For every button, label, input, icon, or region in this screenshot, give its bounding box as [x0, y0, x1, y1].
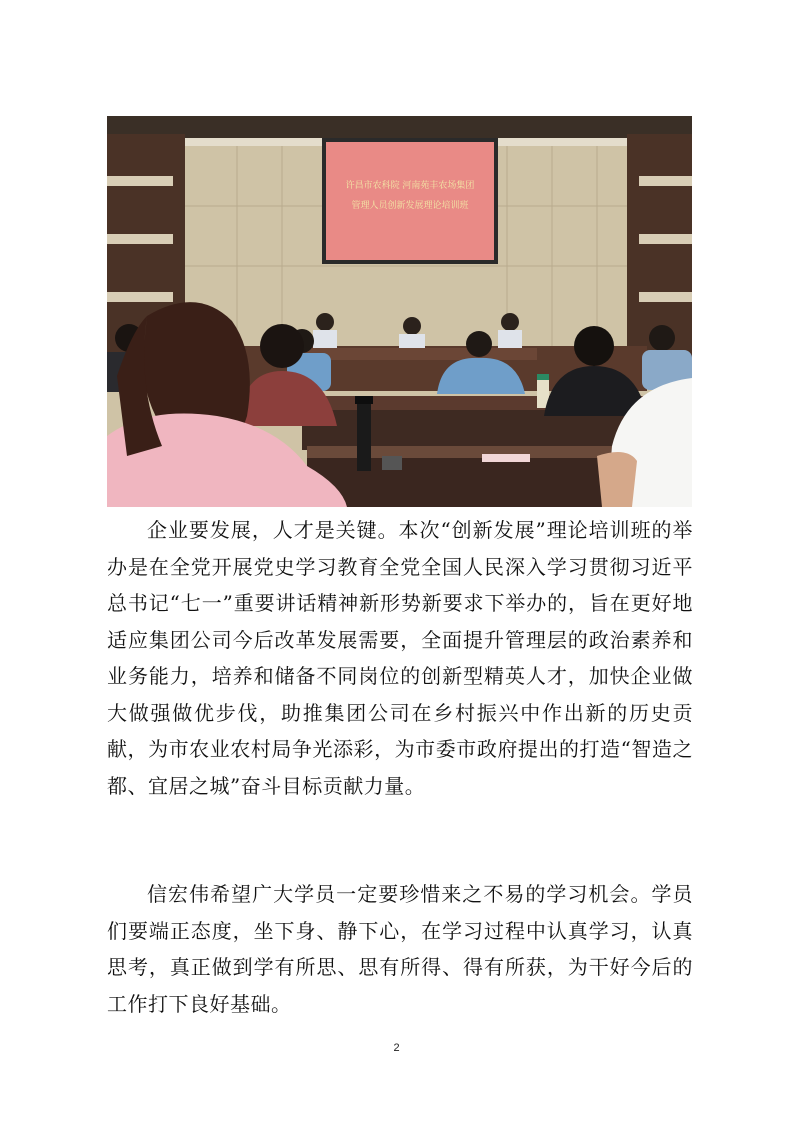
page-number: 2: [393, 1042, 400, 1054]
body-paragraph-1: 企业要发展，人才是关键。本次“创新发展”理论培训班的举办是在全党开展党史学习教育全党全国人民深入学习贯彻习近平总书记“七一”重要讲话精神新形势新要求下举办的，旨在更好地适应集团公司今后改革发展需要，全面提升管理层的政治素养和业务能力，培养和储备不同岗位的创新型精英人才，加快企业做大做强做优步伐，助推集团公司在乡村振兴中作出新的历史贡献，为市农业农村局争光添彩，为市委市政府提出的打造“智造之都、宜居之城”奋斗目标贡献力量。: [107, 518, 693, 798]
screen-title-line1: 许昌市农科院 河南苑丰农场集团: [345, 181, 475, 191]
meeting-photo: [107, 116, 692, 507]
screen-title-line2: 管理人员创新发展理论培训班: [351, 201, 469, 211]
body-paragraph-2: 信宏伟希望广大学员一定要珍惜来之不易的学习机会。学员们要端正态度，坐下身、静下心，在学习过程中认真学习，认真思考，真正做到学有所思、思有所得、得有所获，为干好今后的工作打下良好基础。: [107, 882, 693, 1016]
